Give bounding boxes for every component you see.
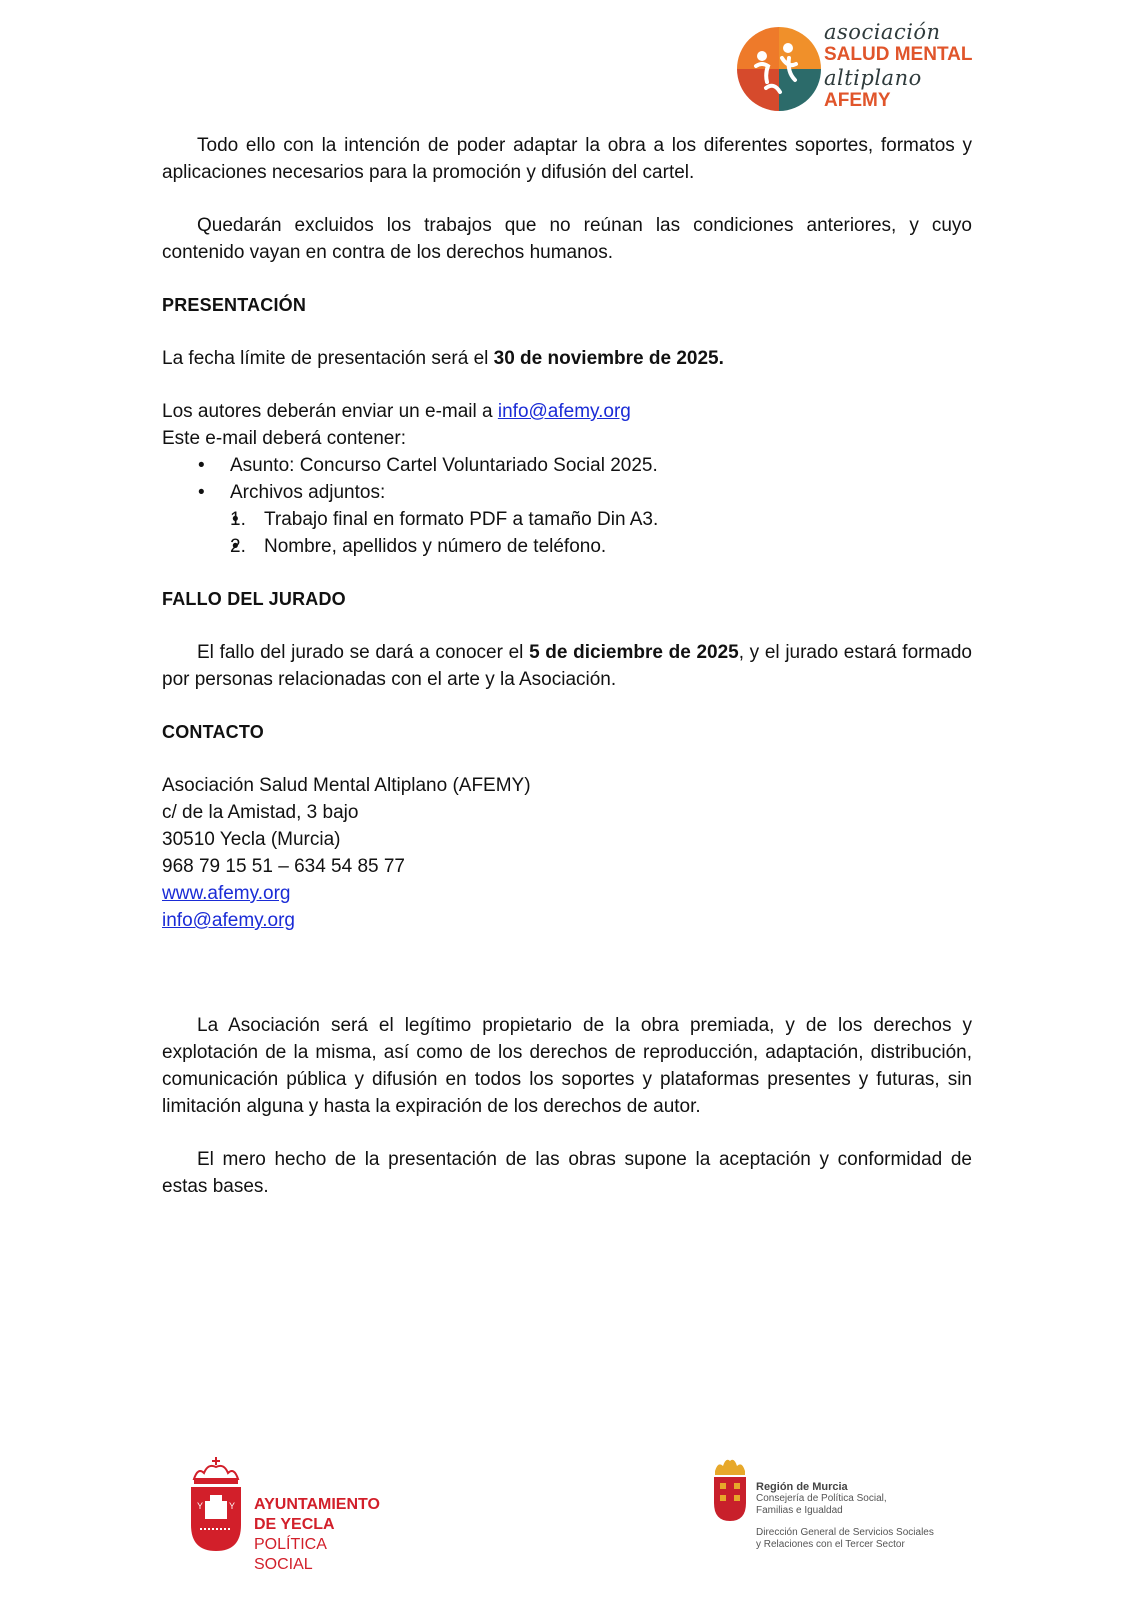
murcia-coat-of-arms-icon [712,1455,748,1527]
yecla-coat-of-arms-icon [188,1457,244,1557]
ayuntamiento-yecla-logo [188,1457,408,1577]
yecla-line-politica: POLÍTICA [254,1536,327,1553]
send-email-line [162,398,972,425]
paragraph-aceptacion: El mero hecho de la presentación de las obras supone la aceptación y conformidad de estas bases. [162,1149,972,1197]
paragraph-adaptar: Todo ello con la intención de poder adaptar la obra a los diferentes soportes, formatos y aplicaciones necesarios para la promoción y difusión del cartel. [162,135,972,183]
item-text: Trabajo final en formato PDF a tamaño Din A3. [264,509,659,530]
murcia-direccion: Dirección General de Servicios Sociales [756,1527,934,1538]
submission-email-link[interactable]: info@afemy.org [497,401,631,422]
region-murcia-logo [712,1455,952,1565]
list-item: • Asunto: Concurso Cartel Voluntariado Social 2025. [230,452,972,479]
paragraph-excluidos: Quedarán excluidos los trabajos que no reúnan las condiciones anteriores, y cuyo contenido vayan en contra de los derechos humanos. [162,215,972,263]
logo-line-afemy: AFEMY [824,90,891,111]
attachments-label: Archivos adjuntos: [230,482,386,503]
contact-city: 30510 Yecla (Murcia) [162,829,341,850]
contact-address: c/ de la Amistad, 3 bajo [162,802,359,823]
logo-line-asociacion: asociación [824,20,941,44]
item-number: • 2. [230,536,246,557]
email-requirements-list [162,452,972,560]
logo-line-altiplano: altiplano [824,66,922,90]
deadline-prefix: La fecha límite de presentación será el [162,348,494,369]
item-number: • 1. [230,509,246,530]
send-email-prefix: Los autores deberán enviar un e-mail a [162,401,498,422]
list-item [230,533,972,560]
paragraph-derechos: La Asociación será el legítimo propietario de la obra premiada, y de los derechos y explotación de la misma, así como de los derechos de reproducción, adaptación, distribución, comunicación pública y difusión en todos los soportes y plataformas presentes y futuras, sin limitación alguna y hasta la expiración de los derechos de autor. [162,1015,972,1117]
yecla-line-ayuntamiento: AYUNTAMIENTO [254,1496,380,1513]
yecla-line-de-yecla: DE YECLA [254,1516,335,1533]
deadline-date: 30 de noviembre de 2025. [493,348,724,369]
heading-fallo-jurado: FALLO DEL JURADO [162,589,346,609]
fallo-prefix: El fallo del jurado se dará a conocer el [197,642,530,663]
list-item [230,506,972,533]
contact-phones: 968 79 15 51 – 634 54 85 77 [162,856,406,877]
svg-text:Y: Y [229,1501,236,1511]
deadline-line [162,345,972,372]
attachments-list [230,506,972,560]
yecla-line-social: SOCIAL [254,1556,313,1573]
afemy-emblem-icon [736,26,822,112]
contact-block [162,772,972,934]
afemy-logo [736,22,976,118]
heading-contacto: CONTACTO [162,722,264,742]
logo-line-salud-mental: SALUD MENTAL [824,44,973,65]
contact-name: Asociación Salud Mental Altiplano (AFEMY) [162,775,531,796]
contact-email-link[interactable]: info@afemy.org [162,910,295,931]
murcia-familias: Familias e Igualdad [756,1505,843,1516]
murcia-consejeria: Consejería de Política Social, [756,1493,887,1504]
svg-text:Y: Y [197,1501,204,1511]
murcia-tercer-sector: y Relaciones con el Tercer Sector [756,1539,905,1550]
website-link[interactable]: www.afemy.org [162,883,291,904]
list-item [230,479,972,560]
email-contains-line: Este e-mail deberá contener: [162,428,406,449]
fallo-date: 5 de diciembre de 2025 [529,642,739,663]
heading-presentacion: PRESENTACIÓN [162,295,307,315]
fallo-suffix: , y el jurado estará formado por personas relacionadas con el arte y la Asociación. [162,642,972,690]
murcia-logo-text [756,1481,934,1551]
afemy-logo-text [824,22,972,114]
murcia-title: Región de Murcia [756,1481,848,1493]
paragraph-fallo [162,639,972,693]
item-text: Nombre, apellidos y número de teléfono. [264,536,607,557]
document-body [162,132,972,1226]
yecla-logo-text [254,1495,380,1575]
